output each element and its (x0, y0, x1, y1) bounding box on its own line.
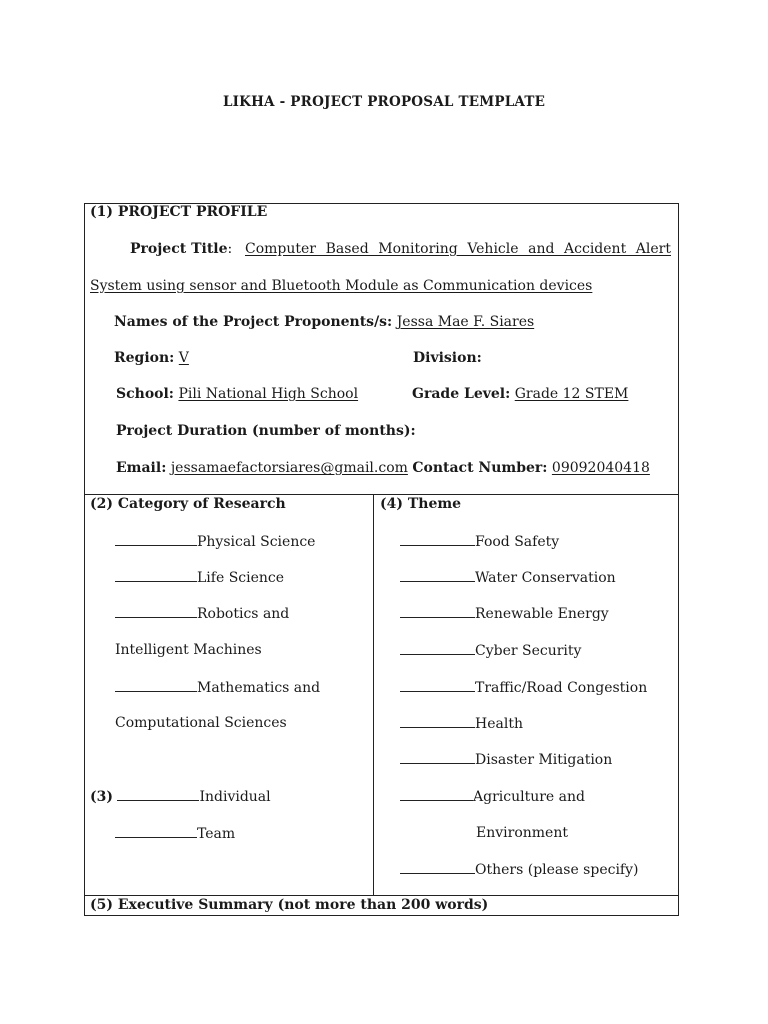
checkbox-blank[interactable] (115, 678, 197, 692)
checkbox-blank[interactable] (400, 714, 475, 728)
checkbox-blank[interactable] (115, 532, 197, 546)
project-title-line1: Computer Based Monitoring Vehicle and Accident Alert (245, 241, 671, 257)
theme-option-label: Disaster Mitigation (475, 752, 613, 768)
theme-option (400, 860, 639, 879)
theme-option (400, 750, 612, 769)
category-option-label: Life Science (197, 570, 285, 586)
proponents-value: Jessa Mae F. Siares (396, 314, 535, 330)
theme-option-label: Water Conservation (475, 570, 616, 586)
region-label: Region: (114, 350, 175, 366)
project-title-colon: : (227, 241, 233, 257)
team-option (90, 787, 271, 806)
theme-option-label: Cyber Security (475, 643, 582, 659)
theme-option-label: Traffic/Road Congestion (475, 680, 648, 696)
category-heading: (2) Category of Research (90, 496, 286, 512)
column-divider (373, 494, 374, 896)
grade-value: Grade 12 STEM (514, 386, 629, 402)
project-title-label: Project Title (130, 241, 228, 257)
duration-label: Project Duration (number of months): (116, 423, 416, 439)
checkbox-blank[interactable] (400, 532, 475, 546)
school-value: Pili National High School (178, 386, 359, 402)
category-option-label: Robotics and (197, 606, 290, 622)
email-value: jessamaefactorsiares@gmail.com (170, 460, 408, 476)
grade-label: Grade Level: (412, 386, 511, 402)
checkbox-blank[interactable] (400, 678, 475, 692)
team-option-label: Individual (199, 789, 271, 805)
theme-heading: (4) Theme (380, 496, 462, 512)
project-title-row (130, 240, 671, 258)
theme-option-continuation: Environment (476, 825, 568, 841)
category-option-label: Mathematics and (197, 680, 321, 696)
checkbox-blank[interactable] (400, 641, 475, 655)
theme-option-label: Food Safety (475, 534, 560, 550)
theme-option (400, 714, 523, 733)
proponents-row (114, 313, 534, 331)
theme-option (400, 678, 647, 697)
contact-label: Contact Number: (412, 460, 548, 476)
theme-option-label: Agriculture and (473, 789, 585, 805)
contact-value: 09092040418 (551, 460, 650, 476)
region-value: V (178, 350, 189, 366)
checkbox-blank[interactable] (115, 604, 197, 618)
category-option-continuation: Intelligent Machines (115, 642, 262, 658)
team-option-label: Team (197, 826, 236, 842)
school-row (116, 385, 358, 403)
category-option-label: Physical Science (197, 534, 316, 550)
grade-row (412, 385, 628, 403)
checkbox-blank[interactable] (400, 860, 475, 874)
checkbox-blank[interactable] (400, 750, 475, 764)
category-option (115, 568, 284, 587)
theme-option (400, 568, 616, 587)
executive-summary-heading: (5) Executive Summary (not more than 200 words) (90, 897, 489, 913)
region-row (114, 349, 198, 367)
school-label: School: (116, 386, 174, 402)
team-option (115, 824, 235, 843)
checkbox-blank[interactable] (400, 604, 475, 618)
category-option (115, 604, 289, 623)
category-option (115, 678, 320, 697)
team-heading: (3) (90, 789, 113, 805)
theme-option (400, 641, 581, 660)
checkbox-blank[interactable] (115, 568, 197, 582)
contact-row (116, 459, 650, 477)
theme-option-label: Renewable Energy (475, 606, 609, 622)
checkbox-blank[interactable] (400, 787, 473, 801)
project-profile-heading: (1) PROJECT PROFILE (90, 204, 268, 220)
theme-option (400, 787, 585, 806)
category-option-continuation: Computational Sciences (115, 715, 287, 731)
checkbox-blank[interactable] (400, 568, 475, 582)
division-label: Division: (413, 350, 482, 366)
project-title-line2: System using sensor and Bluetooth Module as Communication devices (90, 278, 593, 294)
category-option (115, 532, 315, 551)
checkbox-blank[interactable] (115, 824, 197, 838)
proponents-label: Names of the Project Proponents/s: (114, 314, 393, 330)
theme-option-label: Others (please specify) (475, 862, 639, 878)
document-title: LIKHA - PROJECT PROPOSAL TEMPLATE (222, 94, 546, 110)
theme-option (400, 604, 609, 623)
theme-option (400, 532, 559, 551)
email-label: Email: (116, 460, 167, 476)
theme-option-label: Health (475, 716, 523, 732)
checkbox-blank[interactable] (117, 787, 199, 801)
